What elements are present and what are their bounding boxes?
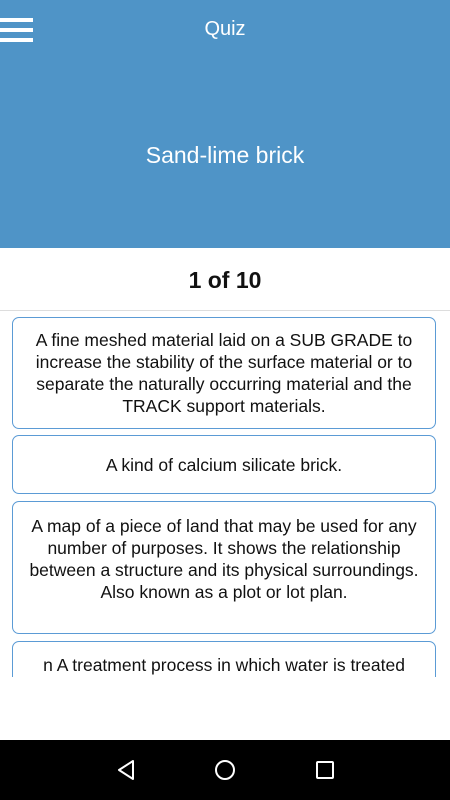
back-triangle-icon[interactable] [114,758,138,782]
app-title: Quiz [204,18,246,40]
system-navigation-bar [0,740,450,800]
question-counter: 1 of 10 [188,267,262,293]
recents-square-icon[interactable] [313,758,337,782]
question-panel [0,62,450,248]
progress-bar [0,248,450,311]
answer-list[interactable] [0,311,450,677]
home-circle-icon[interactable] [213,758,237,782]
question-text: Sand-lime brick [145,142,305,168]
answer-option[interactable]: n A treatment process in which water is treated [12,641,436,677]
answer-option[interactable]: A fine meshed material laid on a SUB GRADE to increase the stability of the surface material or to separate the naturally occurring material and the TRACK support materials. [12,317,436,429]
answer-option[interactable]: A kind of calcium silicate brick. [12,435,436,494]
answer-option[interactable]: A map of a piece of land that may be used for any number of purposes. It shows the relationship between a structure and its physical surroundings. Also known as a plot or lot plan. [12,501,436,634]
app-bar [0,0,450,62]
